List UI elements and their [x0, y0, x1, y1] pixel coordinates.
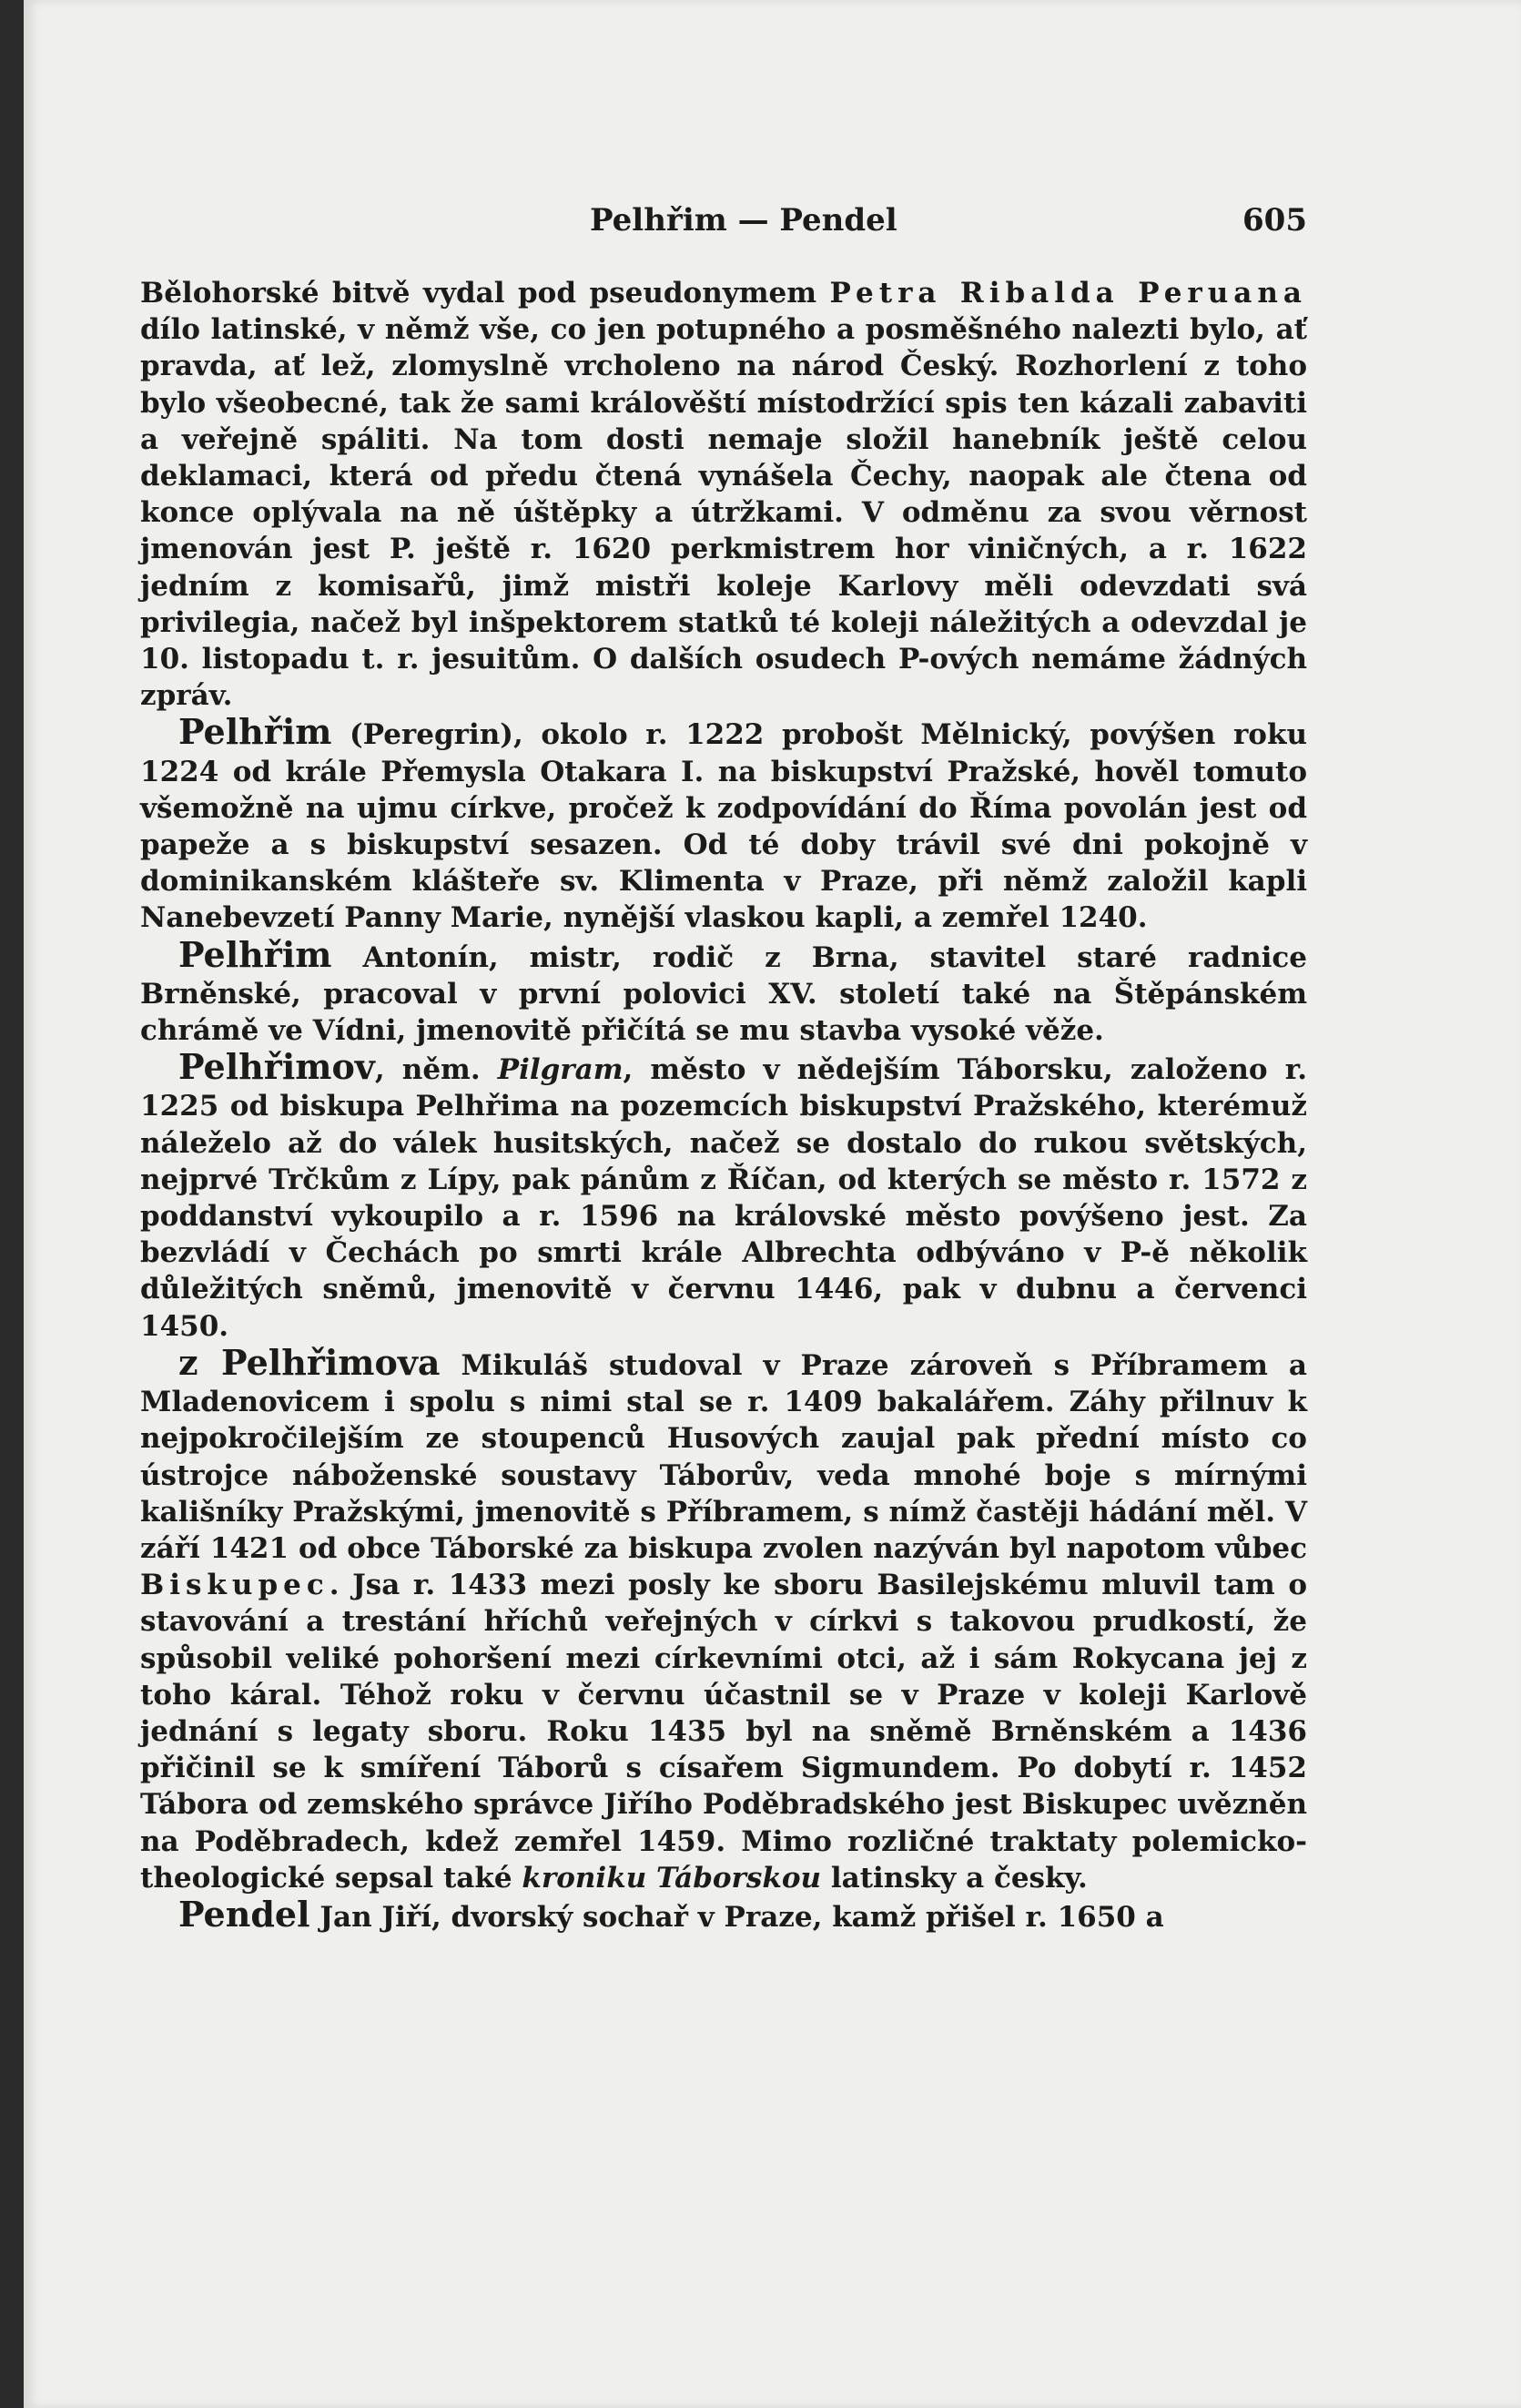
dictionary-entry: [140, 1046, 1307, 1345]
entry-headword: z Pelhřimova: [178, 1341, 441, 1383]
book-page: [24, 0, 1521, 2408]
entry-text: Jan Jiří, dvorský sochař v Praze, kamž přišel r. 1650 a: [309, 1900, 1164, 1934]
continuation-paragraph: [140, 275, 1307, 714]
dictionary-entry: [140, 933, 1307, 1050]
spaced-emphasis: Petra Ribalda Peruana: [829, 277, 1308, 310]
dictionary-entry: [140, 1341, 1307, 1896]
entry-text: (Peregrin), okolo r. 1222 probošt Mělnický, povýšen roku 1224 od krále Přemysla Otakara I. na biskupství Pražské, hověl tomuto všemožně na ujmu církve, pročež k zodpovídání do Říma povolán jest od papeže a s biskupství sesazen. Od té doby trávil své dni pokojně v dominikanském klášteře sv. Klimenta v Praze, při němž založil kapli Nanebevzetí Panny Marie, nynější vlaskou kapli, a zemřel 1240.: [140, 718, 1307, 935]
spaced-emphasis: Biskupec: [140, 1569, 330, 1602]
italic-term: kroniku Táborskou: [522, 1861, 822, 1895]
header-title: Pelhřim — Pendel: [590, 202, 897, 239]
dictionary-entry: [140, 1893, 1307, 1936]
entry-headword: Pelhřim: [178, 711, 332, 753]
italic-term: Pilgram: [497, 1053, 624, 1087]
entry-text: Bělohorské bitvě vydal pod pseudonymem: [140, 277, 830, 310]
entry-headword: Pelhřimov: [178, 1046, 375, 1088]
entry-text: latinsky a česky.: [821, 1861, 1088, 1895]
entry-headword: Pelhřim: [178, 933, 332, 975]
entry-text: Antonín, mistr, rodič z Brna, stavitel staré radnice Brněnské, pracoval v první polovici XV. století také na Štěpánském chrámě ve Vídni, jmenovitě přičítá se mu stavba vysoké věže.: [140, 940, 1307, 1048]
entry-headword: Pendel: [178, 1893, 310, 1935]
entry-text: . Jsa r. 1433 mezi posly ke sboru Basilejskému mluvil tam o stavování a trestání hříchů veřejných v církvi s takovou prudkostí, že spůsobil veliké pohoršení mezi církevními otci, až i sám Rokycana jej z toho káral. Téhož roku v červnu účastnil se v Praze v koleji Karlově jednání s legaty sboru. Roku 1435 byl na sněmě Brněnském a 1436 přičinil se k smíření Táborů s císařem Sigmundem. Po dobytí r. 1452 Tábora od zemského správce Jiřího Poděbradského jest Biskupec uvězněn na Poděbradech, kdež zemřel 1459. Mimo rozličné traktaty polemicko-theologické sepsal také: [140, 1569, 1307, 1895]
dictionary-entry: [140, 711, 1307, 936]
entry-text: dílo latinské, v němž vše, co jen potupného a posměšného nalezti bylo, ať pravda, ať lež, zlomyslně vrcholeno na národ Český. Rozhorlení z toho bylo všeobecné, tak že sami králověští místodržící spis ten kázali zabaviti a veřejně spáliti. Na tom dosti nemaje složil hanebník ještě celou deklamaci, která od předu čtená vynášela Čechy, naopak ale čtena od konce oplývala na ně úštěpky a útržkami. V odměnu za svou věrnost jmenován jest P. ještě r. 1620 perkmistrem hor viničných, a r. 1622 jedním z komisařů, jimž mistři koleje Karlovy měli odevzdati svá privilegia, načež byl inšpektorem statků té koleji náležitých a odevzdal je 10. listopadu t. r. jesuitům. O dalších osudech P-ových nemáme žádných zpráv.: [140, 313, 1307, 713]
entry-text: , město v nědejším Táborsku, založeno r. 1225 od biskupa Pelhřima na pozemcích biskupství Pražského, kterémuž náleželo až do válek husitských, načež se dostalo do rukou světských, nejprvé Trčkům z Lípy, pak pánům z Říčan, od kterých se město r. 1572 z poddanství vykoupilo a r. 1596 na královské město povýšeno jest. Za bezvládí v Čechách po smrti krále Albrechta odbýváno v P-ě několik důležitých sněmů, jmenovitě v červnu 1446, pak v dubnu a červenci 1450.: [140, 1053, 1307, 1343]
entry-text: , něm.: [374, 1053, 498, 1087]
article-body: [140, 275, 1307, 1936]
page-number: 605: [1242, 202, 1307, 239]
entry-text: Mikuláš studoval v Praze zároveň s Příbramem a Mladenovicem i spolu s nimi stal se r. 1409 bakalářem. Záhy přilnuv k nejpokročilejším ze stoupenců Husových zaujal pak přední místo co ústrojce náboženské soustavy Táborův, veda mnohé boje s mírnými kališníky Pražskými, jmenovitě s Příbramem, s nímž častěji hádání měl. V září 1421 od obce Táborské za biskupa zvolen nazýván byl napotom vůbec: [140, 1348, 1307, 1565]
running-header: [24, 202, 1521, 249]
